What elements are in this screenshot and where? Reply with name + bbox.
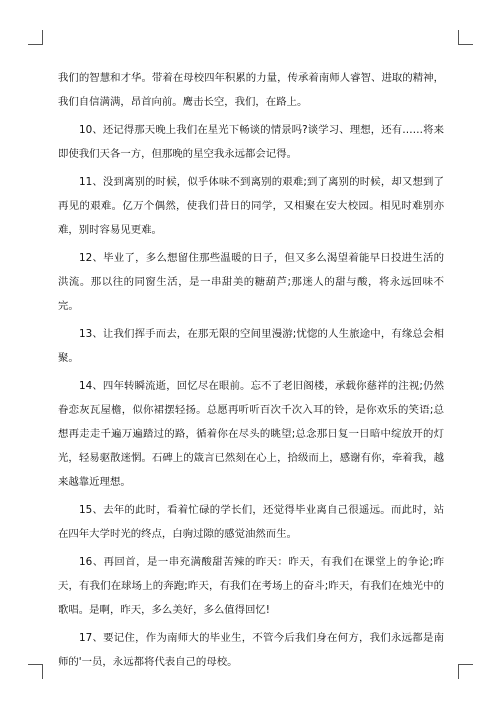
paragraph-16: 16、再回首，是一串充满酸甜苦辣的昨天：昨天，有我们在课堂上的争论;昨天，有我们在球场上的奔跑;昨天，有我们在考场上的奋斗;昨天，有我们在烛光中的歌唱。是啊，昨天，多么美好，多么值得回忆! [58, 556, 444, 616]
crop-mark-bottom-right [458, 664, 473, 679]
paragraph-11: 11、没到离别的时候，似乎体味不到离别的艰难;到了离别的时候，却又想到了再见的艰难。亿万个偶然，使我们昔日的同学，又相聚在安大校园。相见时难别亦难，别时容易见更难。 [58, 176, 444, 236]
crop-mark-bottom-left [28, 664, 43, 679]
paragraph-10: 10、还记得那天晚上我们在星光下畅谈的情景吗?谈学习、理想，还有……将来即使我们天各一方，但那晚的星空我永远都会记得。 [58, 124, 444, 160]
crop-mark-top-left [28, 30, 43, 45]
paragraph-14: 14、四年转瞬流逝，回忆尽在眼前。忘不了老旧阁楼，承载你慈祥的注视;仍然眷恋灰瓦屋檐，似你裙摆轻扬。总愿再听听百次千次入耳的铃，是你欢乐的笑语;总想再走走千遍万遍踏过的路，循着你在尽头的眺望;总念那日复一日暗中绽放开的灯光，轻易驱散迷惘。石碑上的箴言已然刻在心上，拾级而上，感谢有你，牵着我，越来越靠近理想。 [58, 380, 444, 488]
paragraph-15: 15、去年的此时，看着忙碌的学长们，还觉得毕业离自己很遥远。而此时，站在四年大学时光的终点，白驹过隙的感觉油然而生。 [58, 504, 444, 540]
paragraph-12: 12、毕业了，多么想留住那些温暖的日子，但又多么渴望着能早日投进生活的洪流。那以往的同窗生活，是一串甜美的糖葫芦;那迷人的甜与酸，将永远回味不完。 [58, 252, 444, 312]
paragraph-13: 13、让我们挥手而去，在那无限的空间里漫游;忧惚的人生旅途中，有缘总会相聚。 [58, 328, 444, 364]
paragraph-17: 17、要记住，作为南师大的毕业生，不管今后我们身在何方，我们永远都是南师的'一员，永远都将代表自己的母校。 [58, 632, 444, 668]
crop-mark-top-right [458, 30, 473, 45]
document-body [58, 66, 444, 674]
paragraph-continued: 我们的智慧和才华。带着在母校四年积累的力量，传承着南师人睿智、进取的精神，我们自信满满，昂首向前。鹰击长空，我们，在路上。 [58, 72, 444, 108]
